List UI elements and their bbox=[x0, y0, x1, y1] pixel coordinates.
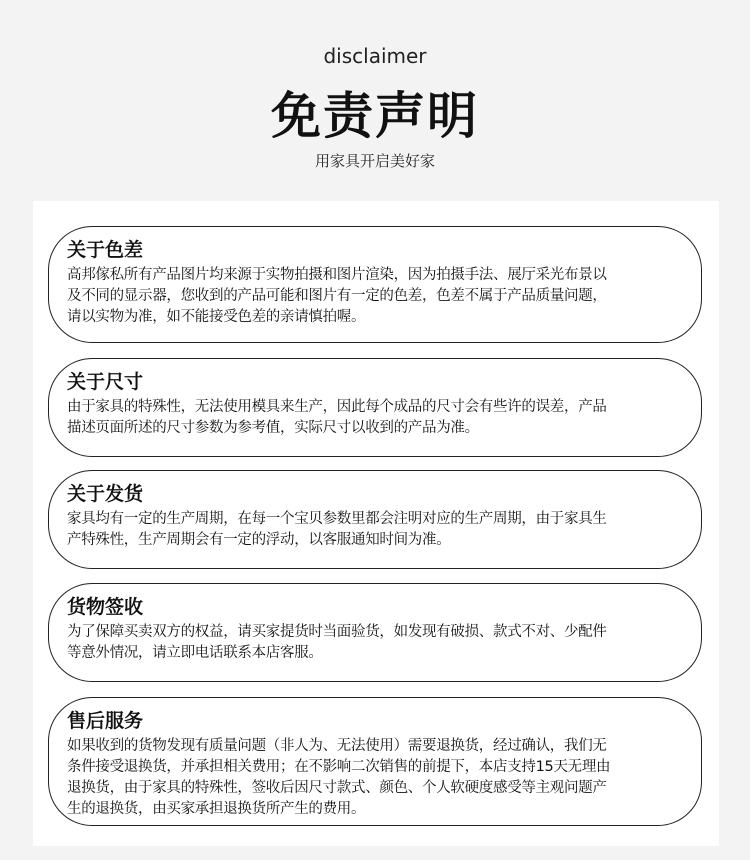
section-text: 等意外情况，请立即电话联系本店客服。 bbox=[67, 645, 323, 661]
section-text: 产特殊性，生产周期会有一定的浮动，以客服通知时间为准。 bbox=[67, 532, 451, 548]
section-text: 描述页面所述的尺寸参数为参考值，实际尺寸以收到的产品为准。 bbox=[67, 420, 479, 436]
section-title: 货物签收 bbox=[67, 596, 144, 618]
page-title: 免责声明 bbox=[271, 87, 479, 145]
section-color-difference bbox=[48, 226, 702, 343]
slogan: 用家具开启美好家 bbox=[314, 152, 435, 170]
section-text: 生的退换货，由买家承担退换货所产生的费用。 bbox=[67, 801, 366, 817]
section-text: 如果收到的货物发现有质量问题（非人为、无法使用）需要退换货，经过确认，我们无 bbox=[67, 738, 607, 754]
section-shipping bbox=[48, 470, 702, 569]
subtitle-english: disclaimer bbox=[323, 44, 427, 68]
disclaimer-card bbox=[33, 201, 719, 846]
section-text: 家具均有一定的生产周期，在每一个宝贝参数里都会注明对应的生产周期，由于家具生 bbox=[67, 511, 607, 527]
section-text: 及不同的显示器，您收到的产品可能和图片有一定的色差，色差不属于产品质量问题， bbox=[67, 288, 607, 304]
section-text: 为了保障买卖双方的权益，请买家提货时当面验货，如发现有破损、款式不对、少配件 bbox=[67, 624, 607, 640]
section-title: 售后服务 bbox=[67, 710, 144, 732]
section-text: 高邦傢私所有产品图片均来源于实物拍摄和图片渲染，因为拍摄手法、展厅采光布景以 bbox=[67, 267, 607, 283]
section-text: 请以实物为准，如不能接受色差的亲请慎拍喔。 bbox=[67, 309, 366, 325]
section-text: 条件接受退换货，并承担相关费用；在不影响二次销售的前提下，本店支持15天无理由 bbox=[67, 759, 611, 775]
section-title: 关于尺寸 bbox=[67, 371, 144, 393]
section-receipt bbox=[48, 583, 702, 682]
section-title: 关于发货 bbox=[67, 483, 144, 505]
section-after-sales bbox=[48, 697, 702, 826]
section-title: 关于色差 bbox=[67, 239, 144, 261]
section-text: 退换货，由于家具的特殊性，签收后因尺寸款式、颜色、个人软硬度感受等主观问题产 bbox=[67, 780, 607, 796]
section-text: 由于家具的特殊性，无法使用模具来生产，因此每个成品的尺寸会有些许的误差，产品 bbox=[67, 399, 607, 415]
section-size bbox=[48, 358, 702, 457]
